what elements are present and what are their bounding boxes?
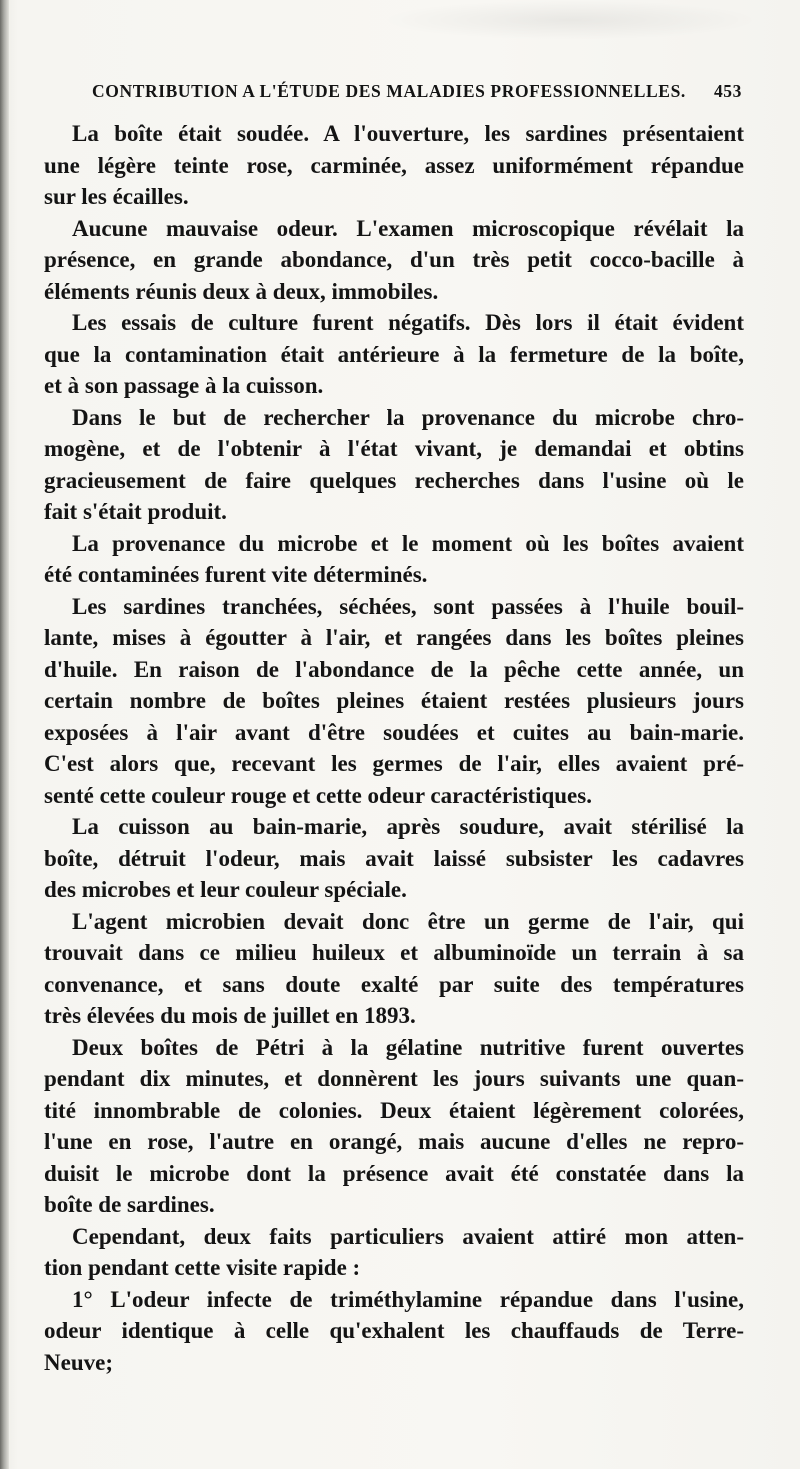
text-line: duisit le microbe dont la présence avait été constatée dans la: [44, 1160, 744, 1186]
text-line: L'agent microbien devait donc être un germe de l'air, qui: [72, 908, 744, 934]
text-line: Aucune mauvaise odeur. L'examen microscopique révélait la: [72, 215, 744, 241]
text-line: Dans le but de rechercher la provenance du microbe chro-: [72, 404, 744, 430]
text-line: Cependant, deux faits particuliers avaient attiré mon atten-: [72, 1223, 744, 1249]
text-line: sur les écailles.: [44, 184, 189, 209]
text-line: C'est alors que, recevant les germes de l'air, elles avaient pré-: [44, 751, 744, 776]
text-line: lante, mises à égoutter à l'air, et rangées dans les boîtes pleines: [44, 625, 744, 650]
text-line: La cuisson au bain-marie, après soudure, avait stérilisé la: [72, 814, 744, 839]
text-line: éléments réunis deux à deux, immobiles.: [44, 278, 439, 304]
text-line: et à son passage à la cuisson.: [44, 373, 324, 398]
text-line: tion pendant cette visite rapide :: [44, 1255, 361, 1280]
text-line: tité innombrable de colonies. Deux étaient légèrement colorées,: [44, 1097, 744, 1123]
text-line: Les essais de culture furent négatifs. Dès lors il était évident: [72, 310, 744, 335]
text-line: trouvait dans ce milieu huileux et albuminoïde un terrain à sa: [44, 940, 744, 965]
text-line: 1° L'odeur infecte de triméthylamine répandue dans l'usine,: [72, 1286, 744, 1312]
text-line: très élevées du mois de juillet en 1893.: [44, 1003, 416, 1028]
text-line: certain nombre de boîtes pleines étaient restées plusieurs jours: [44, 688, 744, 713]
text-line: présence, en grande abondance, d'un très petit cocco-bacille à: [44, 247, 744, 272]
text-line: Deux boîtes de Pétri à la gélatine nutritive furent ouvertes: [72, 1034, 744, 1060]
running-header: [92, 76, 742, 106]
show-through-shadow: [380, 0, 760, 40]
text-line: convenance, et sans doute exalté par suite des températures: [44, 971, 744, 997]
text-line: Les sardines tranchées, séchées, sont passées à l'huile bouil-: [72, 593, 744, 619]
text-line: des microbes et leur couleur spéciale.: [44, 877, 407, 902]
text-line: gracieusement de faire quelques recherches dans l'usine où le: [44, 467, 744, 493]
text-line: La provenance du microbe et le moment où les boîtes avaient: [72, 530, 744, 556]
text-line: une légère teinte rose, carminée, assez uniformément répandue: [44, 152, 744, 178]
text-line: boîte, détruit l'odeur, mais avait laissé subsister les cadavres: [44, 845, 744, 871]
text-line: d'huile. En raison de l'abondance de la pêche cette année, un: [44, 656, 744, 682]
text-line: mogène, et de l'obtenir à l'état vivant, je demandai et obtins: [44, 436, 744, 461]
body-text: [44, 118, 744, 1378]
text-line: La boîte était soudée. A l'ouverture, les sardines présentaient: [72, 121, 744, 146]
text-line: senté cette couleur rouge et cette odeur caractéristiques.: [44, 782, 592, 808]
text-line: boîte de sardines.: [44, 1192, 215, 1217]
text-line: Neuve;: [44, 1349, 113, 1375]
text-line: odeur identique à celle qu'exhalent les chauffauds de Terre-: [44, 1318, 744, 1343]
text-line: fait s'était produit.: [44, 499, 227, 524]
text-line: été contaminées furent vite déterminés.: [44, 562, 428, 587]
text-line: que la contamination était antérieure à la fermeture de la boîte,: [44, 341, 744, 367]
running-title: CONTRIBUTION A L'ÉTUDE DES MALADIES PROFESSIONNELLES.: [92, 80, 686, 101]
page-binding-edge: [0, 0, 9, 1469]
page-number: 453: [713, 80, 742, 101]
text-line: l'une en rose, l'autre en orangé, mais aucune d'elles ne repro-: [44, 1129, 744, 1154]
text-line: pendant dix minutes, et donnèrent les jours suivants une quan-: [44, 1066, 744, 1091]
text-line: exposées à l'air avant d'être soudées et cuites au bain-marie.: [44, 719, 744, 745]
